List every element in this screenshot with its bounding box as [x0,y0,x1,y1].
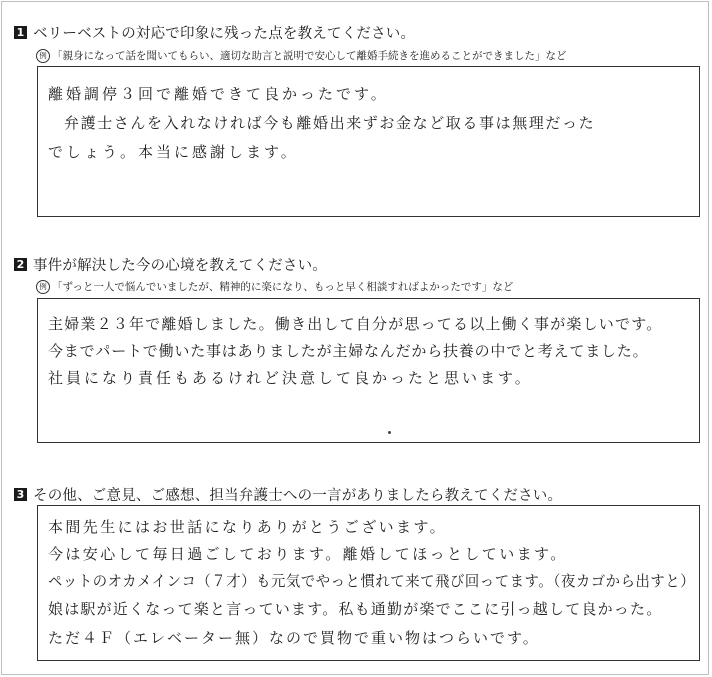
question-1-title: ベリーベストの対応で印象に残った点を教えてください。 [33,26,416,42]
answer-3-box [37,505,700,661]
question-1-example-text: 「親身になって話を聞いてもらい、適切な助言と説明で安心して離婚手続きを進めることができました」など [52,50,567,62]
answer-3-line-3: ペットのオカメインコ（７才）も元気でやっと慣れて来て飛び回ってます。（夜カゴから出すと） [48,572,696,590]
answer-2-line-2: 今までパートで働いた事はありましたが主婦なんだから扶養の中でと考えてました。 [48,342,649,360]
example-mark-icon: 例 [36,280,50,294]
answer-2-box [37,298,700,443]
question-1-number: 1 [14,26,27,39]
question-2-example-text: 「ずっと一人で悩んでいましたが、精神的に楽になり、もっと早く相談すればよかったです」など [52,281,514,293]
question-1-heading [14,22,415,43]
question-3-title: その他、ご意見、ご感想、担当弁護士への一言がありましたら教えてください。 [33,488,563,504]
question-2-heading [14,254,327,275]
answer-1-line-3: でしょう。本当に感謝します。 [48,143,299,161]
question-1-example [36,48,567,63]
question-2-title: 事件が解決した今の心境を教えてください。 [33,258,327,274]
question-3-number: 3 [14,488,27,501]
question-3-heading [14,484,562,505]
answer-2-line-1: 主婦業２３年で離婚しました。働き出して自分が思ってる以上働く事が楽しいです。 [48,315,663,333]
question-2-number: 2 [14,258,27,271]
answer-1-line-1: 離婚調停３回で離婚できて良かったです。 [48,85,389,103]
answer-3-line-2: 今は安心して毎日過ごしております。離婚してほっとしています。 [48,545,568,563]
example-mark-icon: 例 [36,49,50,63]
question-2-example [36,279,513,294]
answer-3-line-4: 娘は駅が近くなって楽と言っています。私も通勤が楽でここに引っ越して良かった。 [48,600,663,618]
answer-3-line-1: 本間先生にはお世話になりありがとうございます。 [48,518,448,536]
answer-1-box [37,66,700,217]
answer-3-line-5: ただ４Ｆ（エレベーター無）なので買物で重い物はつらいです。 [48,629,540,647]
ink-dot [388,431,391,434]
answer-2-line-3: 社員になり責任もあるけれど決意して良かったと思います。 [48,369,533,387]
answer-1-line-2: 弁護士さんを入れなければ今も離婚出来ずお金など取る事は無理だった [64,114,596,132]
